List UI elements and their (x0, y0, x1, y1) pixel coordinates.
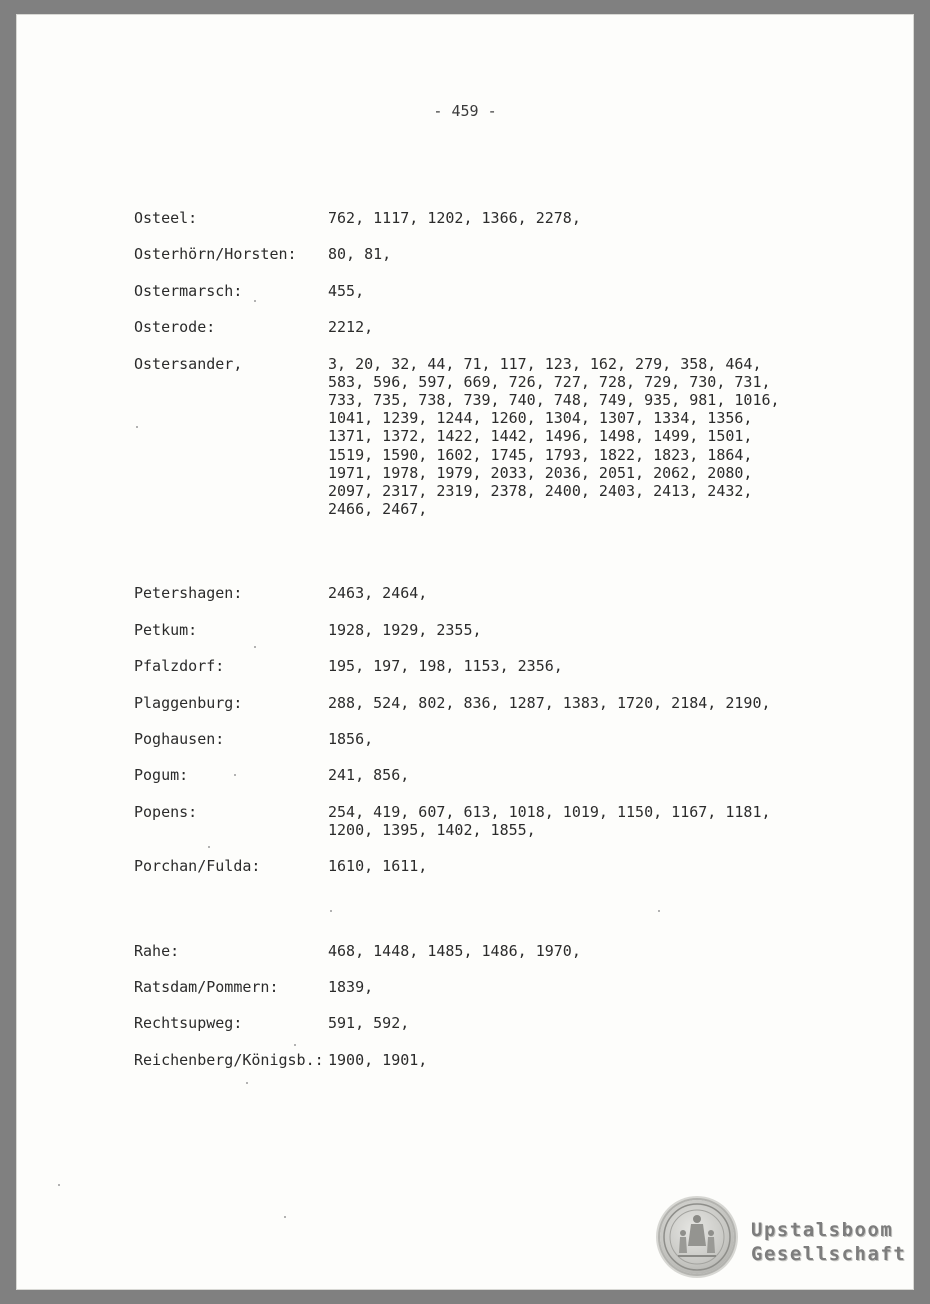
document-page (16, 14, 914, 1290)
scan-speck (254, 646, 256, 648)
seal-emblem-icon (660, 1200, 734, 1274)
place-name: Pfalzdorf: (134, 657, 225, 676)
society-logo (751, 1218, 906, 1266)
reference-numbers: 80, 81, (328, 245, 392, 264)
index-entry (134, 857, 814, 875)
place-name: Popens: (134, 802, 198, 821)
reference-numbers: 241, 856, (328, 766, 410, 785)
scan-speck (330, 910, 332, 912)
reference-numbers: 455, (328, 281, 365, 300)
index-entry (134, 978, 814, 996)
reference-numbers: 1856, (328, 729, 374, 748)
reference-numbers: 288, 524, 802, 836, 1287, 1383, 1720, 2184, 2190, (328, 693, 771, 712)
index-entry (134, 282, 814, 300)
scan-speck (254, 300, 256, 302)
place-name: Reichenberg/Königsb.: (134, 1050, 324, 1069)
place-index (134, 209, 814, 1069)
place-name: Petkum: (134, 620, 198, 639)
index-entry (134, 766, 814, 784)
place-name: Ostermarsch: (134, 281, 243, 300)
index-entry (134, 245, 814, 263)
scan-speck (284, 1216, 286, 1218)
reference-numbers: 195, 197, 198, 1153, 2356, (328, 657, 563, 676)
place-name: Plaggenburg: (134, 693, 243, 712)
reference-numbers: 254, 419, 607, 613, 1018, 1019, 1150, 1167, 1181, 1200, 1395, 1402, 1855, (328, 802, 771, 839)
place-name: Pogum: (134, 766, 189, 785)
index-entry (134, 657, 814, 675)
reference-numbers: 591, 592, (328, 1014, 410, 1033)
place-name: Osterode: (134, 318, 216, 337)
reference-numbers: 1839, (328, 977, 374, 996)
index-section-p (134, 584, 814, 875)
scan-speck (234, 774, 236, 776)
scan-speck (246, 1082, 248, 1084)
place-name: Osteel: (134, 209, 198, 227)
place-name: Osterhörn/Horsten: (134, 245, 297, 264)
index-entry (134, 694, 814, 712)
logo-line-2: Gesellschaft (751, 1243, 907, 1265)
place-name: Ratsdam/Pommern: (134, 977, 279, 996)
index-entry (134, 209, 814, 227)
index-entry (134, 942, 814, 960)
index-entry (134, 318, 814, 336)
index-entry (134, 621, 814, 639)
index-entry (134, 730, 814, 748)
index-entry (134, 584, 814, 602)
page-number: - 459 - (433, 102, 497, 120)
place-name: Poghausen: (134, 729, 225, 748)
index-entry (134, 355, 814, 519)
reference-numbers: 2212, (328, 318, 374, 337)
index-entry (134, 803, 814, 839)
scan-speck (658, 910, 660, 912)
index-section-r (134, 942, 814, 1069)
reference-numbers: 468, 1448, 1485, 1486, 1970, (328, 941, 581, 960)
reference-numbers: 3, 20, 32, 44, 71, 117, 123, 162, 279, 358, 464, 583, 596, 597, 669, 726, 727, 728, 729, 730, 731, 733, 735, 738, 739, 740, 748, 749, 935, 981, 1016, 1041, 1239, 1244, 1260, 1304, 1307, 1334, 1356, 1371, 1372, 1422, 1442, 1496, 1498, 1499, 1501, 1519, 1590, 1602, 1745, 1793, 1822, 1823, 1864, 1971, 1978, 1979, 2033, 2036, 2051, 2062, 2080, 2097, 2317, 2319, 2378, 2400, 2403, 2413, 2432, 2466, 2467, (328, 354, 780, 519)
logo-line-1: Upstalsboom (751, 1219, 894, 1241)
scan-speck (58, 1184, 60, 1186)
scan-speck (136, 426, 138, 428)
reference-numbers: 1928, 1929, 2355, (328, 620, 482, 639)
index-entry (134, 1051, 814, 1069)
index-entry (134, 1014, 814, 1032)
scan-speck (294, 1044, 296, 1046)
place-name: Rahe: (134, 941, 180, 960)
place-name: Rechtsupweg: (134, 1014, 243, 1033)
place-name: Petershagen: (134, 584, 243, 603)
reference-numbers: 762, 1117, 1202, 1366, 2278, (328, 209, 581, 227)
reference-numbers: 1610, 1611, (328, 857, 428, 876)
index-section-o (134, 209, 814, 518)
scan-speck (208, 846, 210, 848)
place-name: Ostersander, (134, 354, 243, 373)
reference-numbers: 1900, 1901, (328, 1050, 428, 1069)
place-name: Porchan/Fulda: (134, 857, 261, 876)
reference-numbers: 2463, 2464, (328, 584, 428, 603)
